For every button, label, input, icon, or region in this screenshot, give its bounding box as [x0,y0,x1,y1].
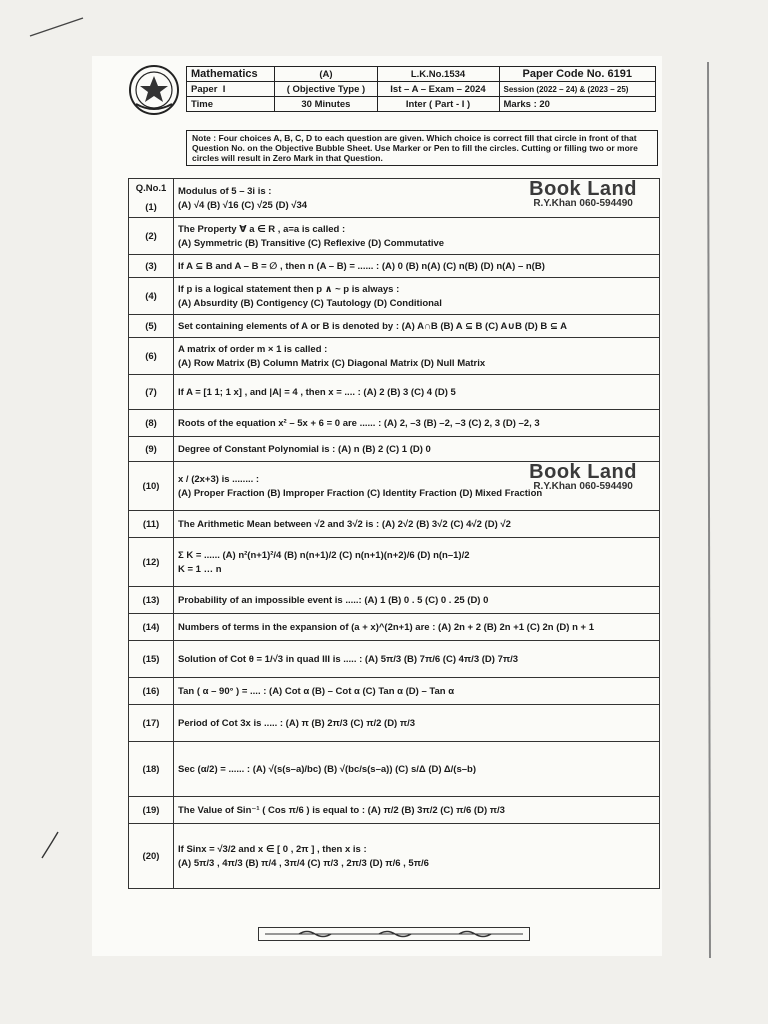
question-options: K = 1 … n [178,563,222,575]
question-number: (15) [129,641,174,678]
question-text: The Property ∀ a ∈ R , a=a is called : [178,223,346,235]
stamp-sub: R.Y.Khan 060-594490 [533,198,633,209]
question-text-cell [174,641,660,678]
question-row [129,678,660,705]
pen-stroke-left [38,828,68,864]
question-text-cell [174,614,660,641]
question-text: Set containing elements of A or B is denoted by : (A) A∩B (B) A ⊆ B (C) A∪B (D) B ⊆ A [178,320,568,332]
question-number: (4) [129,278,174,315]
question-text: If A = [1 1; 1 x] , and |A| = 4 , then x = .... : (A) 2 (B) 3 (C) 4 (D) 5 [178,386,456,398]
question-options: (A) Absurdity (B) Contigency (C) Tautology (D) Conditional [178,297,442,309]
inter-part: Inter ( Part - I ) [377,97,499,112]
question-text: If p is a logical statement then p ∧ ~ p is always : [178,283,400,295]
question-row [129,538,660,587]
question-row [129,705,660,742]
question-text-cell [174,742,660,797]
question-text: A matrix of order m × 1 is called : [178,343,328,355]
question-text: x / (2x+3) is ........ : [178,473,260,485]
book-land-stamp [529,463,637,492]
question-number: (17) [129,705,174,742]
book-land-stamp [529,180,637,209]
question-text: Roots of the equation x² – 5x + 6 = 0 are ...... : (A) 2, –3 (B) –2, –3 (C) 2, 3 (D) –2, 3 [178,417,540,429]
question-number: (12) [129,538,174,587]
question-number: (16) [129,678,174,705]
paper-type: ( Objective Type ) [275,82,377,97]
marks: Marks : 20 [499,97,656,112]
question-number: (2) [129,218,174,255]
question-text: If Sinx = √3/2 and x ∈ [ 0 , 2π ] , then x is : [178,843,367,855]
question-text-cell [174,587,660,614]
question-text-cell [174,255,660,278]
question-number: (5) [129,315,174,338]
question-row [129,410,660,437]
board-logo [128,64,180,116]
question-number-sub: (1) [145,202,157,213]
question-text: Σ K = ...... (A) n²(n+1)²/4 (B) n(n+1)/2 (C) n(n+1)(n+2)/6 (D) n(n–1)/2 [178,549,470,561]
question-number: (9) [129,437,174,462]
question-row [129,824,660,889]
question-text: Solution of Cot θ = 1/√3 in quad III is ..... : (A) 5π/3 (B) 7π/6 (C) 4π/3 (D) 7π/3 [178,653,519,665]
question-row [129,641,660,678]
question-row [129,375,660,410]
question-text: The Arithmetic Mean between √2 and 3√2 is : (A) 2√2 (B) 3√2 (C) 4√2 (D) √2 [178,518,511,530]
question-text: The Value of Sin⁻¹ ( Cos π/6 ) is equal to : (A) π/2 (B) 3π/2 (C) π/6 (D) π/3 [178,804,505,816]
question-row [129,255,660,278]
question-text-cell [174,797,660,824]
paper-number [187,82,275,97]
question-text: Tan ( α – 90° ) = .... : (A) Cot α (B) – Cot α (C) Tan α (D) – Tan α [178,685,455,697]
question-options: (A) Proper Fraction (B) Improper Fraction (C) Identity Fraction (D) Mixed Fraction [178,487,543,499]
pen-stroke-top [28,14,88,40]
questions-table [128,178,660,889]
question-row [129,462,660,511]
question-options: (A) 5π/3 , 4π/3 (B) π/4 , 3π/4 (C) π/3 , 2π/3 (D) π/6 , 5π/6 [178,857,429,869]
question-text-cell [174,824,660,889]
group: (A) [275,67,377,82]
question-row [129,797,660,824]
question-text-cell [174,375,660,410]
paper-label: Paper [191,83,218,95]
question-text: Sec (α/2) = ...... : (A) √(s(s–a)/bc) (B) √(bc/s(s–a)) (C) s/Δ (D) Δ/(s–b) [178,763,476,775]
question-number: (8) [129,410,174,437]
question-number: (7) [129,375,174,410]
question-number: (3) [129,255,174,278]
subject: Mathematics [187,67,275,82]
question-text: Probability of an impossible event is .....: (A) 1 (B) 0 . 5 (C) 0 . 25 (D) 0 [178,594,489,606]
question-text-cell [174,218,660,255]
question-row [129,511,660,538]
question-number: (14) [129,614,174,641]
question-text-cell [174,179,660,218]
question-row [129,218,660,255]
question-text-cell [174,410,660,437]
paper-code: Paper Code No. 6191 [499,67,656,82]
question-number: (20) [129,824,174,889]
question-text: Numbers of terms in the expansion of (a + x)^(2n+1) are : (A) 2n + 2 (B) 2n +1 (C) 2n (D) n + 1 [178,621,594,633]
question-row [129,742,660,797]
question-text-cell [174,278,660,315]
question-text: Degree of Constant Polynomial is : (A) n (B) 2 (C) 1 (D) 0 [178,443,431,455]
question-text-cell [174,678,660,705]
question-text-cell [174,462,660,511]
question-options: (A) √4 (B) √16 (C) √25 (D) √34 [178,199,308,211]
question-number: (11) [129,511,174,538]
question-number: (6) [129,338,174,375]
question-number: (19) [129,797,174,824]
question-text-cell [174,338,660,375]
question-number: (18) [129,742,174,797]
question-number: Q.No.1 (1) [129,179,174,218]
question-text: Modulus of 5 – 3i is : [178,185,272,197]
time-label: Time [187,97,275,112]
question-text: Period of Cot 3x is ..... : (A) π (B) 2π/3 (C) π/2 (D) π/3 [178,717,416,729]
question-row [129,278,660,315]
question-row [129,587,660,614]
time-value: 30 Minutes [275,97,377,112]
question-text-cell [174,437,660,462]
lk-number: L.K.No.1534 [377,67,499,82]
question-row [129,315,660,338]
instructions-note: Note : Four choices A, B, C, D to each question are given. Which choice is correct fill that circle in front of that Question No. on the Objective Bubble Sheet. Use Marker or Pen to fill the circles. Cutting or filling two or more circles will result in Zero Mark in that Question. [186,130,658,166]
paper-value: I [222,83,226,95]
question-text: If A ⊆ B and A – B = ∅ , then n (A – B) = ...... : (A) 0 (B) n(A) (C) n(B) (D) n(A) – n(B) [178,260,545,272]
footer-ornament [258,927,530,941]
question-text-cell [174,538,660,587]
question-row [129,338,660,375]
question-options: (A) Symmetric (B) Transitive (C) Reflexive (D) Commutative [178,237,445,249]
exam-name: Ist – A – Exam – 2024 [377,82,499,97]
question-row [129,614,660,641]
question-number: (13) [129,587,174,614]
question-number: (10) [129,462,174,511]
page-edge-line [700,60,720,960]
stamp-name: Book Land [529,461,637,483]
session: Session (2022 – 24) & (2023 – 25) [499,82,656,97]
stamp-sub: R.Y.Khan 060-594490 [533,481,633,492]
stamp-name: Book Land [529,178,637,200]
question-row [129,437,660,462]
question-text-cell [174,511,660,538]
paper-header [186,66,656,112]
ornament-icon [259,928,529,940]
question-text-cell [174,705,660,742]
question-options: (A) Row Matrix (B) Column Matrix (C) Diagonal Matrix (D) Null Matrix [178,357,486,369]
question-text-cell [174,315,660,338]
question-row [129,179,660,218]
